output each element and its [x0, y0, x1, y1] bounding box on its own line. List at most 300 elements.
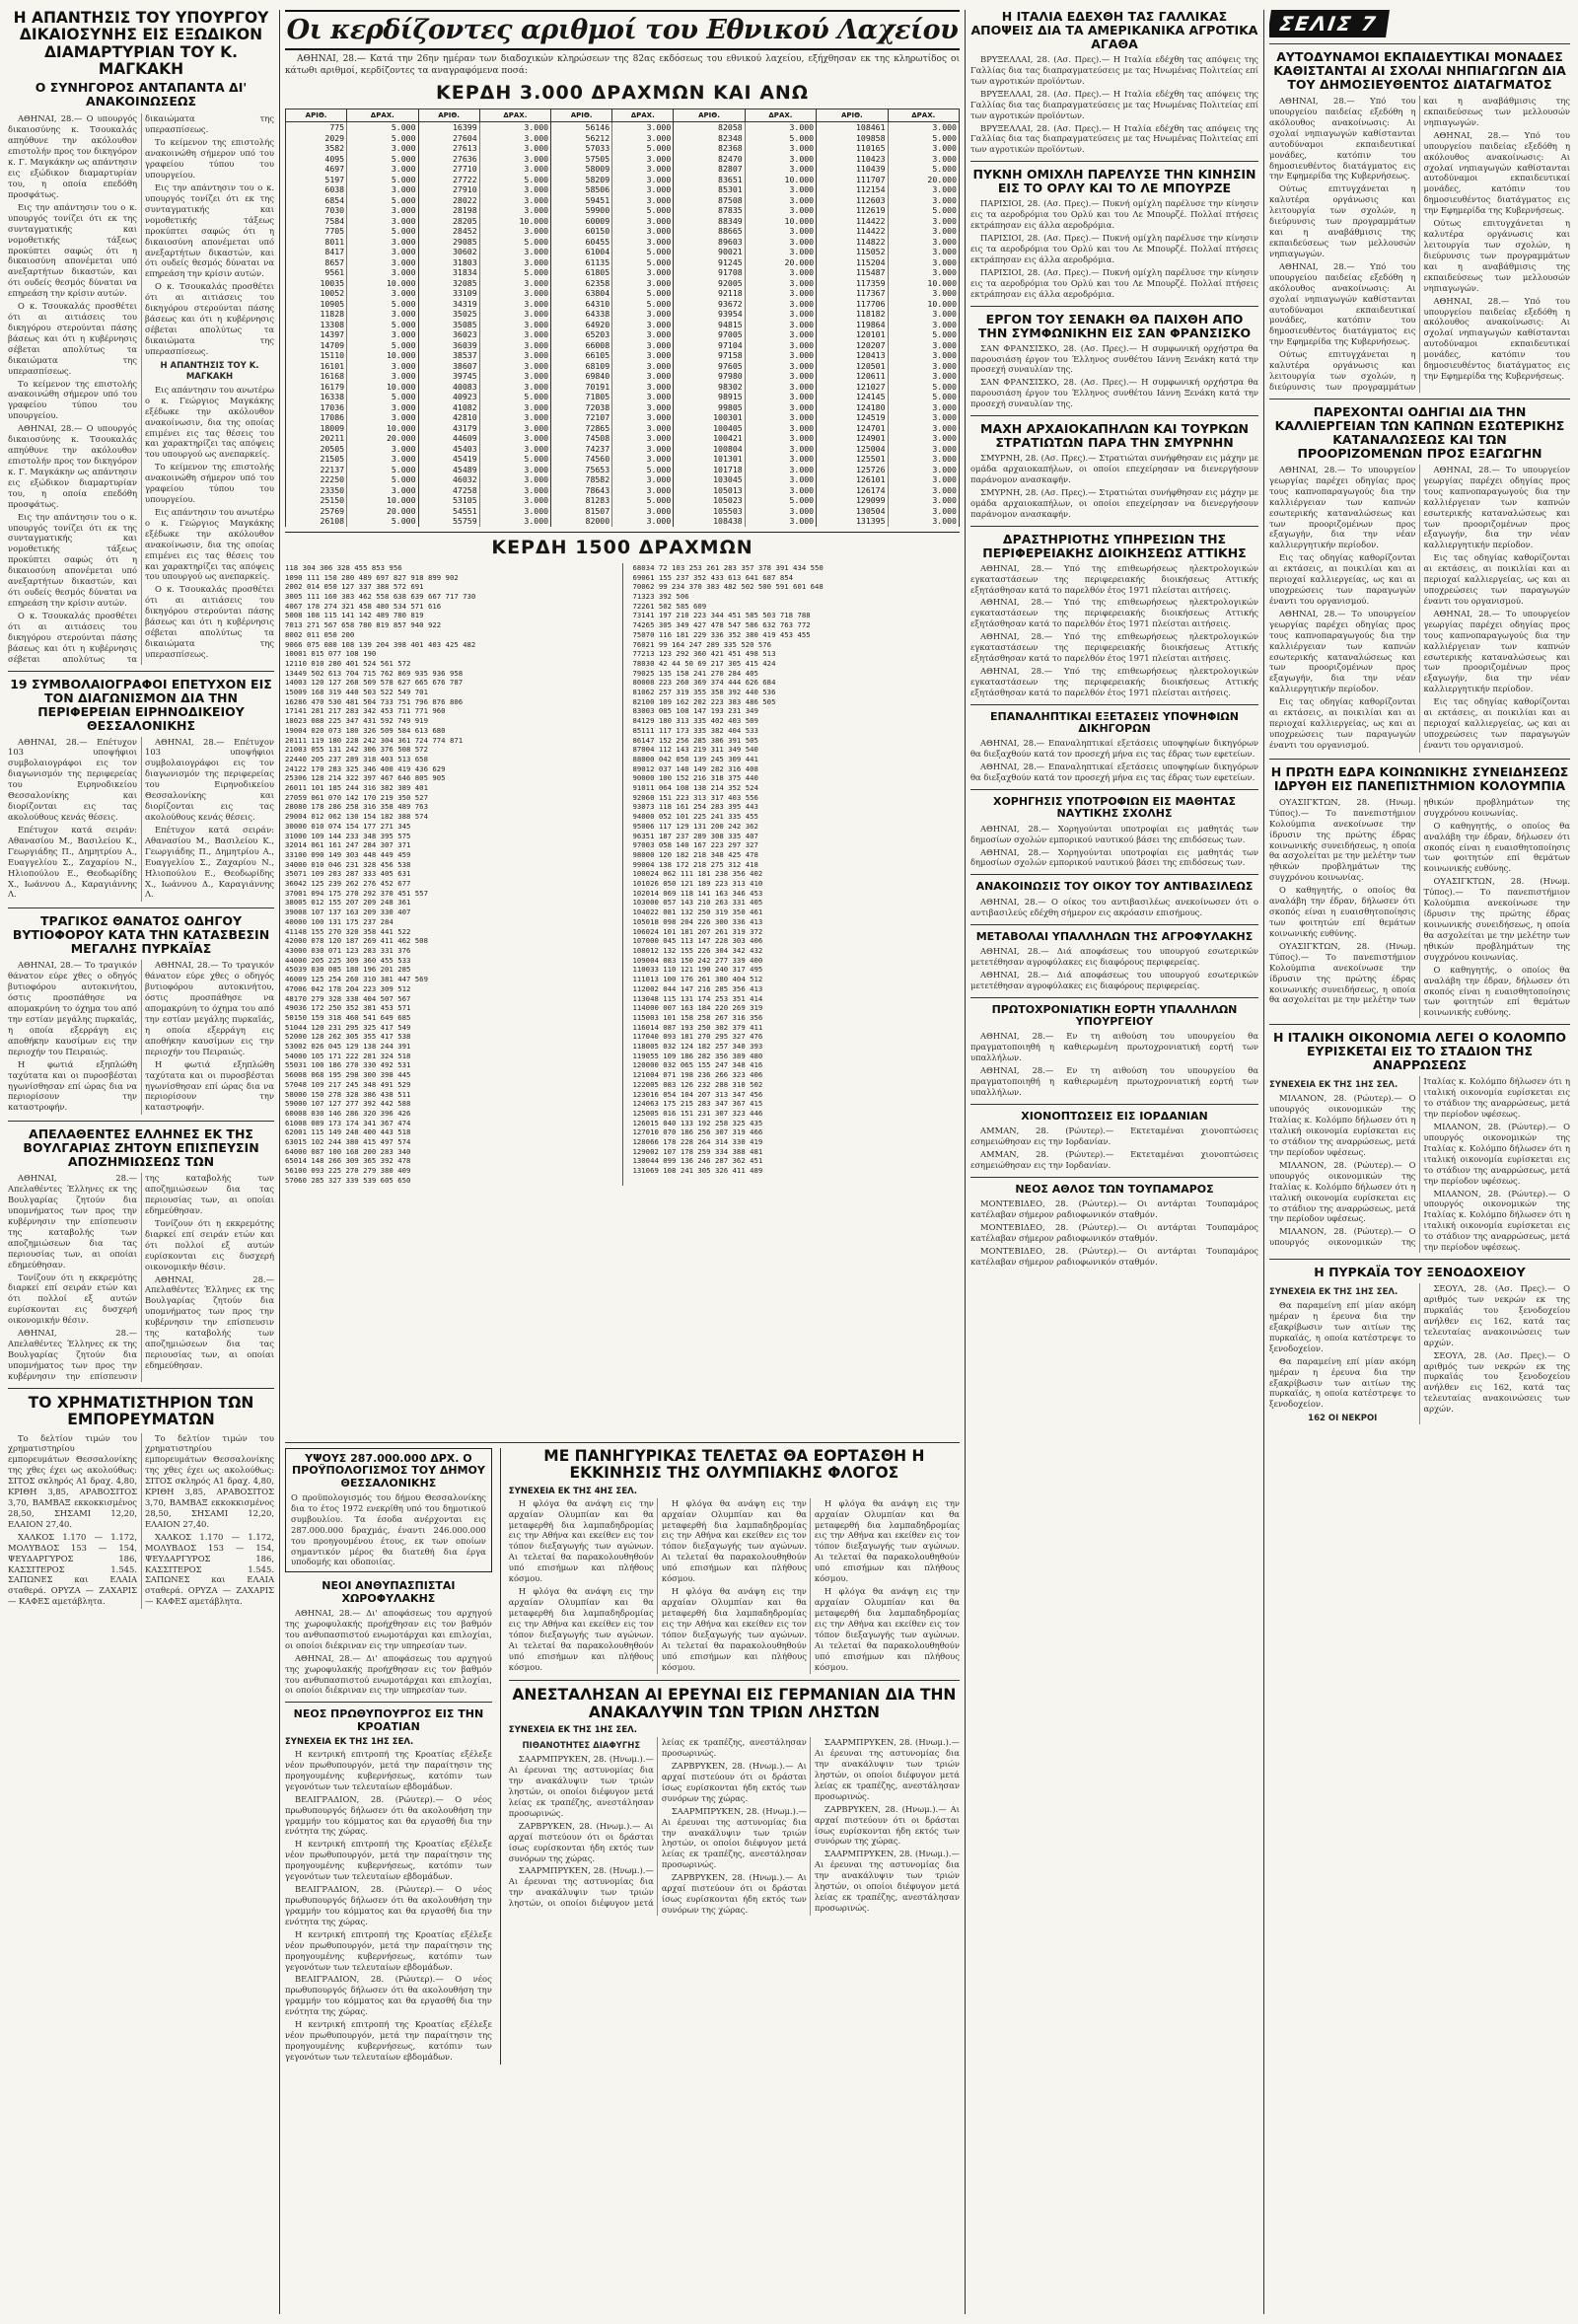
prize-amount-cell: 3.000	[479, 122, 550, 133]
headline-croatia: ΝΕΟΣ ΠΡΩΘΥΠΟΥΡΓΟΣ ΕΙΣ ΤΗΝ ΚΡΟΑΤΙΑΝ	[293, 1707, 484, 1733]
ticket-number-cell: 40923	[418, 392, 479, 402]
prize-amount-cell: 3.000	[888, 288, 959, 299]
prize-amount-cell: 5.000	[888, 205, 959, 216]
prize-amount-cell: 3.000	[888, 474, 959, 485]
paragraph: Τονίζουν ότι η εκκρεμότης διαρκεί επί σειράν ετών και ότι πολλοί εξ αυτών ευρίσκονται εις δυσχερή οικονομικήν θέσιν.	[8, 1271, 137, 1326]
prize-amount-cell: 3.000	[888, 485, 959, 496]
prize-number-line: 97003 058 140 167 223 297 327	[632, 840, 758, 850]
lower-middle-row	[285, 1448, 960, 2065]
paragraph: ΣΑΝ ΦΡΑΝΣΙΣΚΟ, 28. (Ασ. Πρες).— Η συμφωνική ορχήστρα θα παρουσιάση έργον του Έλληνος συνθέτου Ιάννη Ξενάκη κατά την προσεχή συναυλίαν της.	[970, 377, 1258, 409]
ticket-number-cell: 25769	[286, 506, 347, 517]
ticket-number-cell: 61805	[551, 267, 612, 278]
tupamaros-text	[970, 1198, 1258, 1268]
prize-number-line: 119055 109 186 282 356 389 480	[632, 1051, 763, 1060]
prize-amount-cell: 3.000	[347, 412, 418, 423]
ticket-number-cell: 115052	[817, 247, 888, 257]
prize-number-line: 122005 083 126 232 288 310 502	[632, 1079, 763, 1089]
ticket-number-cell: 28452	[418, 226, 479, 237]
paragraph: ΑΘΗΝΑΙ, 28.— Υπό του υπουργείου παιδείας εξεδόθη η ακόλουθος ανακοίνωσις: Αι σχολαί νηπιαγωγών καθίστανται αυτοδύναμοι εκπαιδευτικαί μονάδες, κατόπιν του δημοσιευθέντος διατάγματος εις την Εφημερίδα της Κυβερνήσεως.	[1269, 96, 1416, 182]
paragraph: Ο κ. Τσουκαλάς προσθέτει ότι αι αιτιάσεις του δικηγόρου στερούνται πάσης βάσεως και ότι η κυβέρνησις σέβεται απολύτως τα δικαιώματα της υπερασπίσεως.	[145, 281, 274, 356]
prize-amount-cell: 3.000	[612, 226, 674, 237]
prize-amount-cell: 3.000	[612, 454, 674, 465]
column-header: ΔΡΑΧ.	[347, 109, 418, 122]
paragraph: ΟΥΑΣΙΓΚΤΩΝ, 28. (Ηνωμ. Τύπος).— Το πανεπιστήμιον Κολούμπια ανεκοίνωσε την ίδρυσιν της πρώτης έδρας κοινωνικής συνειδήσεως, η οποία θα ασχολείται με την μελέτην των ηθικών προβλημάτων της συγχρόνου κοινωνίας.	[1269, 796, 1570, 1005]
italy-agri-text	[970, 54, 1258, 155]
ticket-number-cell: 120611	[817, 371, 888, 382]
ticket-number-cell: 92005	[674, 278, 745, 289]
prize-number-line: 65014 148 266 309 365 392 478	[285, 1156, 411, 1166]
headline-commodity-exchange: ΤΟ ΧΡΗΜΑΤΙΣΤΗΡΙΟΝ ΤΩΝ ΕΜΠΟΡΕΥΜΑΤΩΝ	[28, 1393, 254, 1429]
ticket-number-cell: 90021	[674, 247, 745, 257]
prize-amount-cell: 3.000	[612, 154, 674, 165]
prize-number-line: 29004 012 062 130 154 182 388 574	[285, 812, 428, 822]
paragraph: ΠΑΡΙΣΙΟΙ, 28. (Ασ. Πρες).— Πυκνή ομίχλη παρέλυσε την κίνησιν εις τα αεροδρόμια του Ορλύ και του Λε Μπουρζέ. Πολλαί πτήσεις εκτράπησαν εις άλλα αεροδρόμια.	[970, 233, 1258, 264]
prize-amount-cell: 3.000	[612, 474, 674, 485]
ticket-number-cell: 56146	[551, 122, 612, 133]
prize-amount-cell: 3.000	[612, 237, 674, 248]
ticket-number-cell: 92118	[674, 288, 745, 299]
prize-amount-cell: 3.000	[479, 382, 550, 393]
prize-number-line: 62001 115 149 248 400 443 518	[285, 1127, 411, 1137]
paragraph: ΒΡΥΞΕΛΛΑΙ, 28. (Ασ. Πρες).— Η Ιταλία εδέχθη τας απόψεις της Γαλλίας δια τας διαπραγματεύσεις με τας Ηνωμένας Πολιτείας επί των αγροτικών προϊόντων.	[970, 54, 1258, 86]
olympic-text	[509, 1498, 960, 1675]
paragraph: ΑΘΗΝΑΙ, 28.— Διά αποφάσεως του υπουργού εσωτερικών μετετέθησαν αγροφύλακες εις διαφόρους περιφερείας.	[970, 969, 1258, 990]
table-row	[286, 299, 960, 310]
prize-number-line: 82100 109 162 202 223 383 486 505	[632, 696, 776, 706]
divider	[8, 1388, 274, 1389]
column-rule	[622, 563, 623, 1186]
ticket-number-cell: 38537	[418, 350, 479, 361]
prize-amount-cell: 3.000	[479, 320, 550, 330]
prize-number-line: 87004 112 143 219 311 349 540	[632, 745, 758, 755]
table-row	[286, 320, 960, 330]
ticket-number-cell: 112619	[817, 205, 888, 216]
paragraph: ΑΘΗΝΑΙ, 28.— Επέτυχον 103 υποψήφιοι συμβολαιογράφοι εις τον διαγωνισμόν της περιφερείας του Ειρηνοδικείου Θεσσαλονίκης και διορίζονται εις τας ακολούθους κενάς θέσεις.	[145, 736, 274, 822]
divider	[1269, 1259, 1570, 1260]
prize-amount-cell: 5.000	[347, 465, 418, 475]
prize-number-line: 115003 101 158 258 267 316 356	[632, 1012, 763, 1022]
ticket-number-cell: 124145	[817, 392, 888, 402]
paragraph: ΜΙΛΑΝΟΝ, 28. (Ρώυτερ).— Ο υπουργός οικονομικών της Ιταλίας κ. Κολόμπο δήλωσεν ότι η ιταλική οικονομία ευρίσκεται εις το στάδιον της αναρρώσεως, μετά την περίοδον υφέσεως.	[1269, 1093, 1416, 1157]
prize-number-line: 46009 125 254 260 310 381 447 569	[285, 975, 428, 984]
ticket-number-cell: 87835	[674, 205, 745, 216]
ticket-number-cell: 115204	[817, 257, 888, 268]
divider	[970, 526, 1258, 527]
ticket-number-cell: 34319	[418, 299, 479, 310]
prize-number-line: 14003 120 127 268 509 578 627 665 676 787	[285, 678, 464, 688]
prize-amount-cell: 3.000	[888, 143, 959, 154]
paragraph: ΑΜΜΑΝ, 28. (Ρώυτερ).— Εκτεταμέναι χιονοπτώσεις εσημειώθησαν εις την Ιορδανίαν.	[970, 1148, 1258, 1170]
prize-amount-cell: 3.000	[612, 423, 674, 434]
ticket-number-cell: 8657	[286, 257, 347, 268]
paragraph: Ούτως επιτυγχάνεται η καλυτέρα οργάνωσις και λειτουργία των σχολών, η διεύρυνσις των προγραμμάτων και η αναβάθμισις της εκπαιδεύσεως των μελλουσών νηπιαγωγών.	[1269, 96, 1570, 392]
prize-amount-cell: 3.000	[888, 340, 959, 351]
ticket-number-cell: 18009	[286, 423, 347, 434]
prize-amount-cell: 3.000	[479, 278, 550, 289]
scholarships-text	[970, 824, 1258, 869]
tobacco-text	[1269, 465, 1570, 753]
ticket-number-cell: 58209	[551, 175, 612, 185]
prize-amount-cell: 5.000	[612, 288, 674, 299]
table-row	[286, 143, 960, 154]
prize-amount-cell: 3.000	[888, 371, 959, 382]
prize-number-line: 88000 042 050 139 245 309 441	[632, 754, 758, 763]
paragraph: Το κείμενον της επιστολής ανακοινώθη σήμερον υπό του γραφείου τύπου του υπουργείου.	[145, 462, 274, 505]
paragraph: Η φωτιά εξηπλώθη ταχύτατα και οι πυροσβέσται ηγωνίσθησαν επί ώρας δια να περιορίσουν την καταστροφήν.	[8, 1058, 137, 1113]
divider	[8, 1121, 274, 1122]
prize-number-line: 108012 132 155 226 304 342 432	[632, 946, 763, 955]
ticket-number-cell: 72107	[551, 412, 612, 423]
ticket-number-cell: 105023	[674, 495, 745, 506]
ticket-number-cell: 100405	[674, 423, 745, 434]
headline-gendarmes: ΝΕΟΙ ΑΝΘΥΠΑΣΠΙΣΤΑΙ ΧΩΡΟΦΥΛΑΚΗΣ	[322, 1579, 456, 1605]
prize-number-line: 17141 281 217 283 342 453 711 771 960	[285, 706, 446, 716]
ticket-number-cell: 16399	[418, 122, 479, 133]
prize-amount-cell: 3.000	[888, 247, 959, 257]
prize-number-line: 7013 271 567 658 780 819 857 940 922	[285, 620, 442, 630]
section-subhead: Η ΑΠΑΝΤΗΣΙΣ ΤΟΥ Κ. ΜΑΓΚΑΚΗ	[160, 360, 259, 382]
ticket-number-cell: 27910	[418, 184, 479, 195]
paragraph: ΒΕΛΙΓΡΑΔΙΟΝ, 28. (Ρώυτερ).— Ο νέος πρωθυπουργός δήλωσεν ότι θα ακολουθήση την γραμμήν του κόμματος και θα εργασθή δια την ενότητα της χώρας.	[285, 1884, 492, 1926]
paragraph: ΑΘΗΝΑΙ, 28.— Υπό της επιθεωρήσεως ηλεκτρολογικών εγκαταστάσεων της περιφερειακής διοικήσεως Αττικής εξητάσθησαν κατά το παρελθόν έτος 1971 πλείσται αιτήσεις.	[970, 665, 1258, 697]
ticket-number-cell: 31803	[418, 257, 479, 268]
prize-amount-cell: 3.000	[745, 412, 816, 423]
table-row	[286, 350, 960, 361]
headline-colombo: Η ΙΤΑΛΙΚΗ ΟΙΚΟΝΟΜΙΑ ΛΕΓΕΙ Ο ΚΟΛΟΜΠΟ ΕΥΡΙΣΚΕΤΑΙ ΕΙΣ ΤΟ ΣΤΑΔΙΟΝ ΤΗΣ ΑΝΑΡΡΩΣΕΩΣ	[1272, 1030, 1567, 1073]
prize-number-line: 105018 098 204 226 300 336 413	[632, 916, 763, 926]
column-header: ΑΡΙΘ.	[551, 109, 612, 122]
headline-magkakis: Η ΑΠΑΝΤΗΣΙΣ ΤΟΥ ΥΠΟΥΡΓΟΥ ΔΙΚΑΙΟΣΥΝΗΣ ΕΙΣ ΕΞΩΔΙΚΟΝ ΔΙΑΜΑΡΤΥΡΙΑΝ ΤΟΥ Κ. ΜΑΓΚΑΚΗ	[13, 10, 269, 79]
ticket-number-cell: 42810	[418, 412, 479, 423]
ticket-number-cell: 775	[286, 122, 347, 133]
ticket-number-cell: 124701	[817, 423, 888, 434]
prize-amount-cell: 3.000	[347, 205, 418, 216]
prize-amount-cell: 5.000	[745, 495, 816, 506]
prize-number-line: 18023 088 225 347 431 592 749 919	[285, 716, 428, 726]
prize-number-line: 9066 075 080 108 139 204 398 401 403 425 482	[285, 639, 476, 649]
ticket-number-cell: 27710	[418, 164, 479, 175]
prize-amount-cell: 3.000	[888, 423, 959, 434]
ticket-number-cell: 71805	[551, 392, 612, 402]
prize-number-line: 113048 115 131 174 253 351 414	[632, 993, 763, 1003]
prize-number-line: 26011 101 185 244 316 382 389 401	[285, 783, 428, 793]
paragraph: ΟΥΑΣΙΓΚΤΩΝ, 28. (Ηνωμ. Τύπος).— Το πανεπιστήμιον Κολούμπια ανεκοίνωσε την ίδρυσιν της πρώτης έδρας κοινωνικής συνειδήσεως, η οποία θα ασχολείται με την μελέτην των ηθικών προβλημάτων της συγχρόνου κοινωνίας.	[1269, 796, 1416, 883]
prize-number-line: 70062 99 234 370 383 482 502 500 591 601 648	[632, 582, 824, 592]
paragraph: Επέτυχον κατά σειράν: Αθανασίου Μ., Βασιλείου Κ., Γεωργιάδης Π., Δημητρίου Α., Ευαγγελίου Σ., Ζαχαρίου Ν., Ηλιοπούλου Ε., Θεοδωρίδης Χ., Ιωάννου Δ., Καραγιάννης Λ.	[145, 824, 274, 900]
prize-number-line: 71323 392 506	[632, 591, 689, 601]
paragraph: ΖΑΡΒΡΥΚΕΝ, 28. (Ηνωμ.).— Αι αρχαί πιστεύουν ότι οι δράσται ίσως ευρίσκονται ήδη εκτός των συνόρων της χώρας.	[508, 1820, 654, 1863]
prize-number-line: 109004 083 150 242 277 339 400	[632, 955, 763, 965]
prize-amount-cell: 3.000	[745, 382, 816, 393]
paragraph: ΖΑΡΒΡΥΚΕΝ, 28. (Ηνωμ.).— Αι αρχαί πιστεύουν ότι οι δράσται ίσως ευρίσκονται ήδη εκτός των συνόρων της χώρας.	[814, 1803, 960, 1847]
paragraph: Εις την απάντησιν του ο κ. υπουργός τονίζει ότι εκ της συνταγματικής και νομοθετικής τάξεως προκύπτει σαφώς ότι η δικαιοσύνη απονέμεται υπό ανεξαρτήτων δικαστών, και ότι ουδείς θεσμός δύναται να επηρεάση την κρίσιν αυτών.	[8, 511, 137, 608]
prize-amount-cell: 3.000	[347, 361, 418, 372]
ticket-number-cell: 108438	[674, 516, 745, 527]
ticket-number-cell: 97980	[674, 371, 745, 382]
prize-number-line: 76021 99 164 247 289 335 520 576	[632, 639, 772, 649]
headline-jordan-snow: ΧΙΟΝΟΠΤΩΣΕΙΣ ΕΙΣ ΙΟΡΔΑΝΙΑΝ	[1021, 1109, 1208, 1123]
column-header: ΔΡΑΧ.	[612, 109, 674, 122]
table-row	[286, 382, 960, 393]
prize-number-line: 63015 102 244 380 415 497 574	[285, 1137, 411, 1147]
prize-amount-cell: 3.000	[479, 340, 550, 351]
ticket-number-cell: 70191	[551, 382, 612, 393]
divider	[8, 671, 274, 672]
paragraph: ΣΕΟΥΛ, 28. (Ασ. Πρες).— Ο αριθμός των νεκρών εκ της πυρκαϊάς του ξενοδοχείου ανήλθεν εις 162, κατά τας τελευταίας ανακοινώσεις των αρχών.	[1423, 1283, 1570, 1347]
prize-amount-cell: 3.000	[745, 485, 816, 496]
ticket-number-cell: 17086	[286, 412, 347, 423]
prize-amount-cell: 20.000	[745, 257, 816, 268]
ticket-number-cell: 64310	[551, 299, 612, 310]
ticket-number-cell: 39745	[418, 371, 479, 382]
paragraph: ΣΜΥΡΝΗ, 28. (Ασ. Πρες).— Στρατιώται συνήφθησαν εις μάχην με ομάδα αρχαιοκαπήλων, οι οποίοι επεχείρησαν να διενεργήσουν παράνομον ανασκαφήν.	[970, 486, 1258, 519]
table-row	[286, 329, 960, 340]
ticket-number-cell: 114422	[817, 216, 888, 227]
prize-amount-cell: 3.000	[347, 164, 418, 175]
paragraph: ΜΙΛΑΝΟΝ, 28. (Ρώυτερ).— Ο υπουργός οικονομικών της Ιταλίας κ. Κολόμπο δήλωσεν ότι η ιταλική οικονομία ευρίσκεται εις το στάδιον της αναρρώσεως, μετά την περίοδον υφέσεως.	[1269, 1159, 1416, 1224]
prize-amount-cell: 3.000	[479, 205, 550, 216]
article-magkakis	[8, 113, 274, 664]
divider	[970, 874, 1258, 875]
column-rule	[1263, 10, 1264, 2314]
headline-columbia: Η ΠΡΩΤΗ ΕΔΡΑ ΚΟΙΝΩΝΙΚΗΣ ΣΥΝΕΙΔΗΣΕΩΣ ΙΔΡΥΘΗ ΕΙΣ ΠΑΝΕΠΙΣΤΗΜΙΟΝ ΚΟΛΟΥΜΠΙΑ	[1270, 763, 1569, 793]
prize-amount-cell: 3.000	[479, 288, 550, 299]
prize-amount-cell: 3.000	[888, 495, 959, 506]
paragraph: ΑΘΗΝΑΙ, 28.— Εν τη αιθούση του υπουργείου θα πραγματοποιηθή η καθιερωμένη πρωτοχρονιατική εορτή των υπαλλήλων.	[970, 1031, 1258, 1062]
page-number-logo: ΣΕΛΙΣ 7	[1269, 10, 1390, 37]
paragraph: Η κεντρική επιτροπή της Κροατίας εξέλεξε νέον πρωθυπουργόν, μετά την παραίτησιν της προηγουμένης κυβερνήσεως, κατόπιν των γεγονότων των τελευταίων εβδομάδων.	[285, 1839, 492, 1882]
prize-amount-cell: 3.000	[888, 267, 959, 278]
table-row	[286, 154, 960, 165]
prize-amount-cell: 3.000	[888, 350, 959, 361]
prize-amount-cell: 10.000	[888, 299, 959, 310]
prize-amount-cell: 3.000	[888, 454, 959, 465]
prize-number-line: 123016 054 104 207 313 347 456	[632, 1089, 763, 1099]
paragraph: ΒΕΛΙΓΡΑΔΙΟΝ, 28. (Ρώυτερ).— Ο νέος πρωθυπουργός δήλωσεν ότι θα ακολουθήση την γραμμήν του κόμματος και θα εργασθή δια την ενότητα της χώρας.	[285, 1974, 492, 2017]
ticket-number-cell: 65203	[551, 329, 612, 340]
prize-number-line: 53002 026 045 129 138 244 391	[285, 1042, 411, 1052]
headline-scholarships: ΧΟΡΗΓΗΣΙΣ ΥΠΟΤΡΟΦΙΩΝ ΕΙΣ ΜΑΘΗΤΑΣ ΝΑΥΤΙΚΗΣ ΣΧΟΛΗΣ	[992, 795, 1237, 821]
prize-number-line: 15009 168 319 440 503 522 549 701	[285, 688, 428, 697]
ticket-number-cell: 74560	[551, 454, 612, 465]
prize-amount-cell: 3.000	[745, 195, 816, 206]
prize-amount-cell: 5.000	[347, 340, 418, 351]
paragraph: ΒΡΥΞΕΛΛΑΙ, 28. (Ασ. Πρες).— Η Ιταλία εδέχθη τας απόψεις της Γαλλίας δια τας διαπραγματεύσεις με τας Ηνωμένας Πολιτείας επί των αγροτικών προϊόντων.	[970, 122, 1258, 155]
ticket-number-cell: 130504	[817, 506, 888, 517]
prize-amount-cell: 3.000	[745, 288, 816, 299]
prize-amount-cell: 3.000	[347, 309, 418, 320]
prize-number-line: 57060 285 327 339 539 605 650	[285, 1175, 411, 1185]
prize-amount-cell: 10.000	[479, 216, 550, 227]
ticket-number-cell: 23350	[286, 485, 347, 496]
headline-budget: ΥΨΟΥΣ 287.000.000 ΔΡΧ. Ο ΠΡΟΫΠΟΛΟΓΙΣΜΟΣ ΤΟΥ ΔΗΜΟΥ ΘΕΣΣΑΛΟΝΙΚΗΣ	[291, 1452, 485, 1489]
prize-number-line: 95006 117 129 131 200 242 362	[632, 821, 758, 831]
prize-number-line: 40000 100 131 175 237 284	[285, 916, 394, 926]
headline-tanker-driver: ΤΡΑΓΙΚΟΣ ΘΑΝΑΤΟΣ ΟΔΗΓΟΥ ΒΥΤΙΟΦΟΡΟΥ ΚΑΤΑ ΤΗΝ ΚΑΤΑΣΒΕΣΙΝ ΜΕΓΑΛΗΣ ΠΥΡΚΑΪΑΣ	[12, 913, 270, 957]
prize-amount-cell: 5.000	[479, 237, 550, 248]
paragraph: ΑΘΗΝΑΙ, 28.— Χορηγούνται υποτροφίαι εις μαθητάς των δημοσίων σχολών εμπορικού ναυτικού βάσει της επιδόσεως των.	[970, 823, 1258, 844]
prize-number-line: 103000 057 143 210 263 331 405	[632, 898, 763, 908]
prize-number-line: 44000 205 225 309 360 455 533	[285, 955, 411, 965]
xenakis-text	[970, 343, 1258, 410]
ticket-number-cell: 10035	[286, 278, 347, 289]
prize-number-line: 77213 123 292 360 421 451 498 513	[632, 649, 776, 659]
prize-number-line: 27059 061 070 142 170 219 350 527	[285, 792, 428, 802]
headline-regent: ΑΝΑΚΟΙΝΩΣΙΣ ΤΟΥ ΟΙΚΟΥ ΤΟΥ ΑΝΤΙΒΑΣΙΛΕΩΣ	[975, 880, 1254, 894]
prize-amount-cell: 3.000	[479, 195, 550, 206]
prize-number-line: 94000 052 101 225 241 335 455	[632, 812, 758, 822]
divider	[509, 1680, 960, 1681]
prize-number-line: 118 304 306 328 455 853 956	[285, 562, 402, 572]
ticket-number-cell: 27722	[418, 175, 479, 185]
ticket-number-cell: 6854	[286, 195, 347, 206]
ticket-number-cell: 125726	[817, 465, 888, 475]
prize-amount-cell: 3.000	[612, 382, 674, 393]
prize-number-line: 21003 055 131 242 306 376 508 572	[285, 745, 428, 755]
ticket-number-cell: 101718	[674, 465, 745, 475]
prize-amount-cell: 3.000	[612, 444, 674, 455]
paragraph: Εις τας οδηγίας καθορίζονται αι εκτάσεις, αι ποικιλίαι και αι περιοχαί καλλιεργείας, ως και αι υποχρεώσεις των παραγωγών έναντι του οργανισμού.	[1269, 696, 1416, 750]
prize-amount-cell: 5.000	[347, 299, 418, 310]
prize-amount-cell: 3.000	[347, 444, 418, 455]
column-header: ΔΡΑΧ.	[745, 109, 816, 122]
ticket-number-cell: 101301	[674, 454, 745, 465]
ticket-number-cell: 119864	[817, 320, 888, 330]
divider	[1269, 1024, 1570, 1025]
prize-number-line: 22440 205 237 289 318 403 513 658	[285, 754, 428, 763]
prize-amount-cell: 5.000	[888, 329, 959, 340]
prize-number-line: 107000 045 113 147 228 303 406	[632, 936, 763, 946]
ticket-number-cell: 94815	[674, 320, 745, 330]
lower-left-column	[285, 1448, 492, 2065]
paragraph: ΑΘΗΝΑΙ, 28.— Υπό της επιθεωρήσεως ηλεκτρολογικών εγκαταστάσεων της περιφερειακής διοικήσεως Αττικής εξητάσθησαν κατά το παρελθόν έτος 1971 πλείσται αιτήσεις.	[970, 562, 1258, 595]
prize-amount-cell: 3.000	[888, 320, 959, 330]
prize-number-line: 73141 197 210 223 344 451 585 503 718 788	[632, 611, 811, 620]
headline-olympic-flame: ΜΕ ΠΑΝΗΓΥΡΙΚΑΣ ΤΕΛΕΤΑΣ ΘΑ ΕΟΡΤΑΣΘΗ Η ΕΚΚΙΝΗΣΙΣ ΤΗΣ ΟΛΥΜΠΙΑΚΗΣ ΦΛΟΓΟΣ	[543, 1447, 925, 1483]
ticket-number-cell: 43179	[418, 423, 479, 434]
ticket-number-cell: 25150	[286, 495, 347, 506]
prize-amount-cell: 3.000	[479, 444, 550, 455]
prize-amount-cell: 3.000	[612, 164, 674, 175]
prize-number-line: 43000 030 071 123 283 331 376	[285, 946, 411, 955]
small-prizes	[285, 563, 960, 1186]
fog-text	[970, 198, 1258, 299]
paragraph: ΣΑΑΡΜΠΡΥΚΕΝ, 28. (Ηνωμ.).— Αι έρευναι της αστυνομίας δια την ανακάλυψιν των τριών ληστών, οι οποίοι διέφυγον μετά λείας εκ τραπέζης, ανεστάλησαν προσωρινώς.	[508, 1737, 807, 1909]
prize-number-line: 99004 138 172 218 275 312 418	[632, 859, 758, 869]
table-row	[286, 122, 960, 133]
ticket-number-cell: 72865	[551, 423, 612, 434]
ticket-number-cell: 114822	[817, 237, 888, 248]
prize-amount-cell: 5.000	[612, 257, 674, 268]
paragraph: Ο καθηγητής, ο οποίος θα αναλάβη την έδραν, δήλωσεν ότι σκοπός είναι η ευαισθητοποίησις των φοιτητών επί θεμάτων κοινωνικής ευθύνης.	[1423, 820, 1570, 874]
prize-amount-cell: 3.000	[479, 350, 550, 361]
ticket-number-cell: 58009	[551, 164, 612, 175]
prize-amount-cell: 3.000	[347, 485, 418, 496]
prize-number-line: 33100 090 149 303 448 449 459	[285, 849, 411, 859]
table-row	[286, 247, 960, 257]
ticket-number-cell: 97605	[674, 361, 745, 372]
prize-number-line: 74265 305 349 427 478 547 586 632 763 772	[632, 620, 811, 630]
ticket-number-cell: 108461	[817, 122, 888, 133]
ticket-number-cell: 29085	[418, 237, 479, 248]
paragraph: ΑΘΗΝΑΙ, 28.— Το υπουργείον γεωργίας παρέχει οδηγίας προς τους καπνοπαραγωγούς δια την καλλιέργειαν των καπνών εσωτερικής καταναλώσεως και των προοριζομένων προς εξαγωγήν, δια την νέαν καλλιεργητικήν περίοδον.	[1269, 464, 1416, 550]
table-row	[286, 278, 960, 289]
prize-amount-cell: 10.000	[888, 278, 959, 289]
ticket-number-cell: 110165	[817, 143, 888, 154]
prize-amount-cell: 5.000	[612, 495, 674, 506]
prize-amount-cell: 3.000	[612, 329, 674, 340]
paragraph: ΑΘΗΝΑΙ, 28.— Απελαθέντες Έλληνες εκ της Βουλγαρίας ζητούν δια υπομνήματος των προς την κυβέρνησιν την επίσπευσιν της καταβολής των αποζημιώσεων δια τας περιουσίας των, αι οποίαι εδημεύθησαν.	[8, 1173, 137, 1270]
prize-amount-cell: 3.000	[347, 402, 418, 413]
prize-number-line: 4067 178 274 321 458 480 534 571 616	[285, 601, 442, 611]
prize-number-line: 16286 470 530 481 504 733 751 796 876 806	[285, 696, 464, 706]
divider	[1269, 43, 1570, 44]
lower-right-column	[509, 1448, 960, 2065]
ticket-number-cell: 93672	[674, 299, 745, 310]
paragraph: Η κεντρική επιτροπή της Κροατίας εξέλεξε νέον πρωθυπουργόν, μετά την παραίτησιν της προηγουμένης κυβερνήσεως, κατόπιν των γεγονότων των τελευταίων εβδομάδων.	[285, 1928, 492, 1972]
prize-amount-cell: 3.000	[745, 454, 816, 465]
prize-amount-cell: 10.000	[347, 278, 418, 289]
paragraph: Η φωτιά εξηπλώθη ταχύτατα και οι πυροσβέσται ηγωνίσθησαν επί ώρας δια να περιορίσουν την καταστροφήν.	[145, 1058, 274, 1113]
prize-amount-cell: 3.000	[745, 474, 816, 485]
prize-amount-cell: 3.000	[479, 465, 550, 475]
ticket-number-cell: 20211	[286, 433, 347, 444]
prize-amount-cell: 5.000	[347, 474, 418, 485]
prize-amount-cell: 10.000	[347, 495, 418, 506]
ticket-number-cell: 61004	[551, 247, 612, 257]
paragraph: ΣΑΑΡΜΠΡΥΚΕΝ, 28. (Ηνωμ.).— Αι έρευναι της αστυνομίας δια την ανακάλυψιν των τριών ληστών, οι οποίοι διέφυγον μετά λείας εκ τραπέζης, ανεστάλησαν προσωρινώς.	[661, 1805, 807, 1870]
table-row	[286, 402, 960, 413]
table-header-row	[286, 109, 960, 122]
ticket-number-cell: 46032	[418, 474, 479, 485]
prize-amount-cell: 3.000	[612, 371, 674, 382]
prize-amount-cell: 3.000	[479, 309, 550, 320]
ticket-number-cell: 10905	[286, 299, 347, 310]
column-header: ΑΡΙΘ.	[674, 109, 745, 122]
paragraph: ΟΥΑΣΙΓΚΤΩΝ, 28. (Ηνωμ. Τύπος).— Το πανεπιστήμιον Κολούμπια ανεκοίνωσε την ίδρυσιν της πρώτης έδρας κοινωνικής συνειδήσεως, η οποία θα ασχολείται με την μελέτην των ηθικών προβλημάτων της συγχρόνου κοινωνίας.	[1423, 876, 1570, 962]
paragraph: ΑΜΜΑΝ, 28. (Ρώυτερ).— Εκτεταμέναι χιονοπτώσεις εσημειώθησαν εις την Ιορδανίαν.	[970, 1125, 1258, 1146]
divider	[970, 306, 1258, 307]
prize-number-line: 51044 120 231 295 325 417 549	[285, 1022, 411, 1032]
prize-amount-cell: 10.000	[745, 216, 816, 227]
ticket-number-cell: 82058	[674, 122, 745, 133]
headline-rural-guards: ΜΕΤΑΒΟΛΑΙ ΥΠΑΛΛΗΛΩΝ ΤΗΣ ΑΓΡΟΦΥΛΑΚΗΣ	[975, 929, 1254, 943]
prize-number-line: 32014 061 161 247 284 307 371	[285, 840, 411, 850]
ticket-number-cell: 120413	[817, 350, 888, 361]
continued-label: ΣΥΝΕΧΕΙΑ ΕΚ ΤΗΣ 1ΗΣ ΣΕΛ.	[508, 1725, 637, 1736]
ticket-number-cell: 54551	[418, 506, 479, 517]
prize-number-line: 124063 175 215 283 347 367 415	[632, 1099, 763, 1109]
banner-1500: ΚΕΡΔΗ 1500 ΔΡΑΧΜΩΝ	[285, 532, 960, 558]
attica-admin-text	[970, 563, 1258, 698]
ticket-number-cell: 68109	[551, 361, 612, 372]
prize-amount-cell: 3.000	[612, 216, 674, 227]
prize-number-line: 19004 020 073 180 326 509 584 613 680	[285, 725, 446, 735]
ticket-number-cell: 117706	[817, 299, 888, 310]
prize-number-line: 41148 155 270 320 358 441 522	[285, 926, 411, 936]
ticket-number-cell: 120101	[817, 329, 888, 340]
ticket-number-cell: 78643	[551, 485, 612, 496]
prize-amount-cell: 3.000	[745, 205, 816, 216]
prize-amount-cell: 3.000	[888, 184, 959, 195]
lawyer-exams-text	[970, 738, 1258, 783]
paragraph: ΜΙΛΑΝΟΝ, 28. (Ρώυτερ).— Ο υπουργός οικονομικών της Ιταλίας κ. Κολόμπο δήλωσεν ότι η ιταλική οικονομία ευρίσκεται εις το στάδιον της αναρρώσεως, μετά την περίοδον υφέσεως.	[1423, 1121, 1570, 1186]
ticket-number-cell: 41082	[418, 402, 479, 413]
ticket-number-cell: 64338	[551, 309, 612, 320]
divider	[970, 997, 1258, 998]
paragraph: Εις απάντησιν του ανωτέρω ο κ. Γεώργιος Μαγκάκης εξέδωκε την ακόλουθον ανακοίνωσιν, δια της οποίας επιμένει εις τας θέσεις του και χαρακτηρίζει τας απόψεις του υπουργού ως ανεπαρκείς.	[145, 384, 274, 460]
table-row	[286, 267, 960, 278]
